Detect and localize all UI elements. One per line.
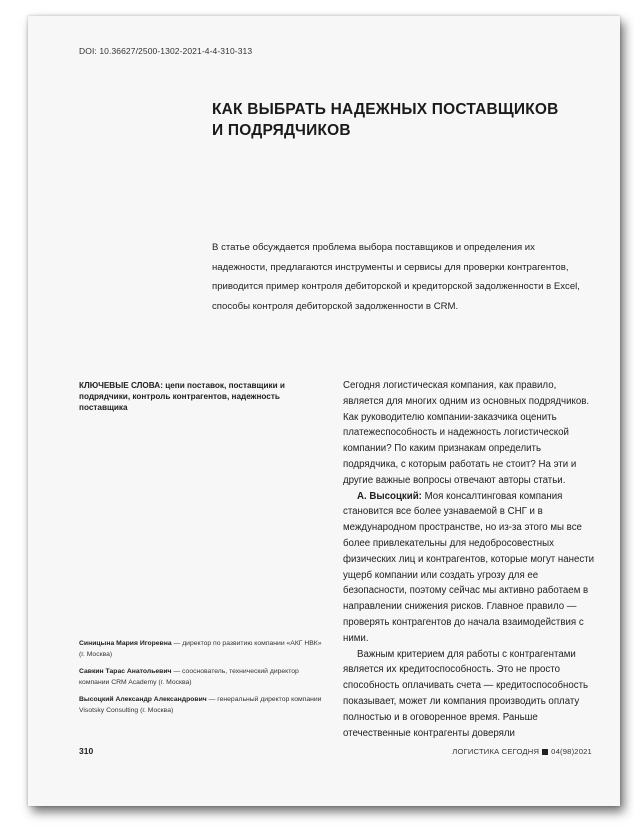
body-paragraph: Важным критерием для работы с контрагентами является их кредитоспособность. Это не просто способность оплачивать счета — кредитоспособность показывает, может ли компания производить оплату полностью и в оговоренное время. Раньше отечественные контрагенты доверяли — [343, 648, 589, 739]
article-body — [343, 378, 595, 741]
authors-list — [79, 638, 329, 722]
article-title — [212, 99, 592, 141]
page-number: 310 — [79, 746, 94, 756]
paragraph-text: Моя консалтинговая компания становится все более узнаваемой в СНГ и в международном пространстве, но из-за этого мы все более привлекательны для недобросовестных физических лиц и контрагентов, которые могут нанести ущерб компании или создать угрозу для ее безопасности, поэтому сейчас мы активно работаем в направлении снижения рисков. Главное правило — проверять контрагентов до начала взаимодействия с ними. — [343, 490, 595, 644]
keywords-text: цепи поставок, поставщики и подрядчики, контроль контрагентов, надежность поставщика — [79, 381, 285, 412]
document-page — [28, 16, 620, 806]
author-name: Высоцкий Александр Александрович — [79, 696, 207, 703]
journal-name: ЛОГИСТИКА СЕГОДНЯ — [452, 747, 540, 756]
author-role: — директор по развитию компании «АКГ НВК» (г. Москва) — [79, 640, 322, 658]
author-role: — генеральный директор компании Visotsky Consulting (г. Москва) — [79, 696, 322, 714]
author-item — [79, 694, 329, 716]
keywords-label: КЛЮЧЕВЫЕ СЛОВА: — [79, 381, 163, 390]
author-name: Синицына Мария Игоревна — [79, 640, 172, 647]
square-separator-icon — [542, 749, 548, 755]
author-role: — сооснователь, технический директор компании CRM Academy (г. Москва) — [79, 668, 299, 686]
title-line-2: И ПОДРЯДЧИКОВ — [212, 122, 351, 139]
title-line-1: КАК ВЫБРАТЬ НАДЕЖНЫХ ПОСТАВЩИКОВ — [212, 101, 559, 118]
speaker-label: А. Высоцкий: — [357, 490, 422, 502]
body-paragraph — [343, 489, 595, 647]
author-item — [79, 638, 329, 660]
journal-footer — [452, 747, 592, 756]
keywords-block — [79, 380, 329, 413]
article-abstract: В статье обсуждается проблема выбора поставщиков и определения их надежности, предлагаются инструменты и сервисы для проверки контрагентов, приводится пример контроля дебиторской и кредиторской задолженности в Excel, способы контроля дебиторской задолженности в CRM. — [212, 242, 580, 312]
doi-label: DOI: 10.36627/2500-1302-2021-4-4-310-313 — [79, 46, 253, 56]
author-name: Савкин Тарас Анатольевич — [79, 668, 172, 675]
intro-paragraph: Сегодня логистическая компания, как правило, является для многих одним из основных подрядчиков. Как руководителю компании-заказчика оценить платежеспособность и надежность логистической компании? По каким признакам определить подрядчика, с которым работать не стоит? На эти и другие важные вопросы отвечают авторы статьи. — [343, 380, 590, 486]
author-item — [79, 666, 329, 688]
journal-issue: 04(98)2021 — [551, 747, 592, 756]
